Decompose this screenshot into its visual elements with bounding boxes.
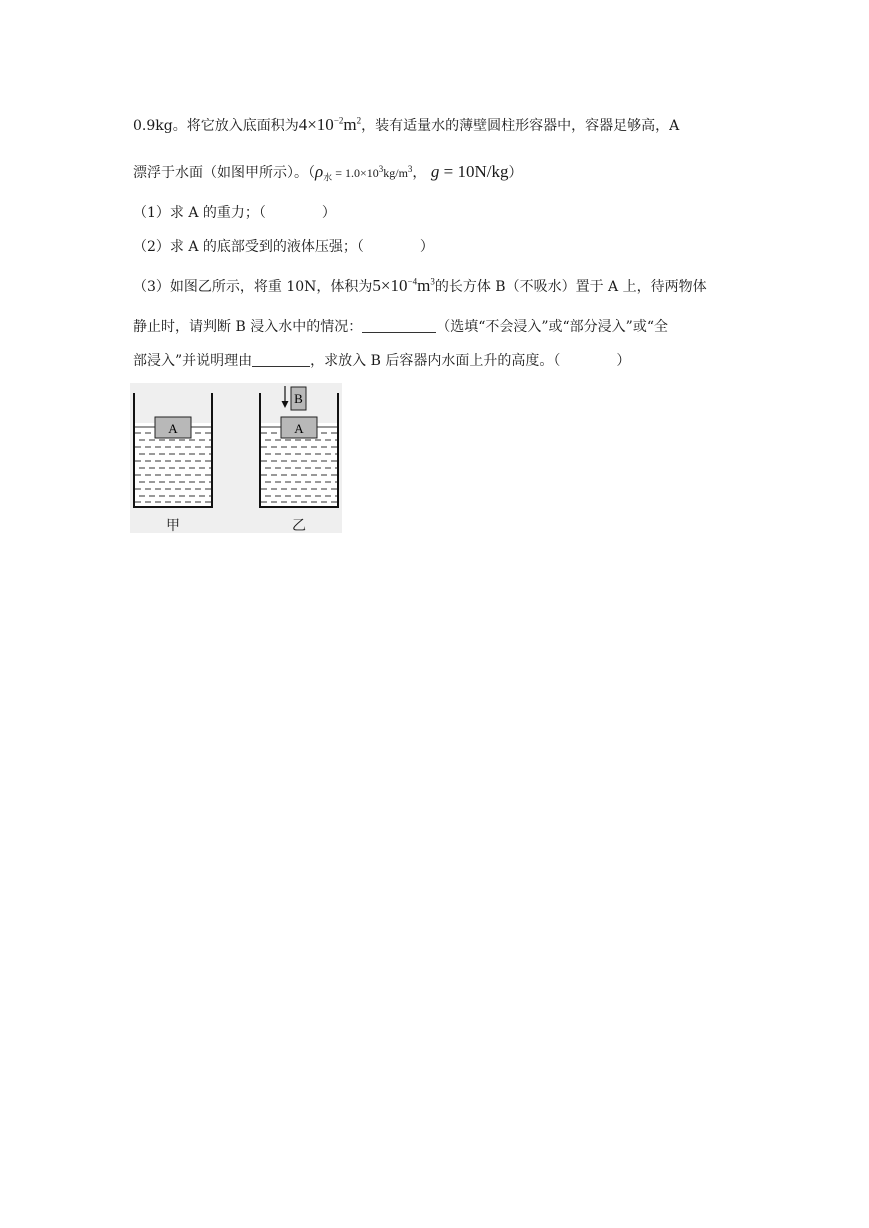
- g-eq: = 10N/kg: [439, 162, 509, 181]
- q1-close: ）: [321, 205, 336, 221]
- block-b-label: B: [294, 391, 303, 406]
- arrowhead-icon: [282, 401, 289, 408]
- text-segment: 漂浮于水面（如图甲所示）。（: [133, 165, 315, 181]
- volume-unit: m: [417, 276, 431, 295]
- answer-blank-1[interactable]: [362, 318, 436, 333]
- rho-symbol: ρ: [315, 162, 324, 181]
- text-segment: 的长方体 B（不吸水）置于 A 上，待两物体: [434, 279, 707, 295]
- volume-coef: 5×10: [372, 276, 408, 295]
- g-symbol: g: [430, 162, 440, 181]
- block-a-left-label: A: [168, 421, 178, 436]
- text-segment: 静止时，请判断 B 浸入水中的情况：: [133, 319, 363, 335]
- container-left: [133, 393, 213, 507]
- rho-unit: kg/m: [383, 166, 408, 180]
- question-2: [133, 237, 434, 257]
- question-3-line-2: [133, 317, 668, 337]
- answer-blank-2[interactable]: [252, 352, 310, 367]
- q1-text: （1）求 A 的重力；（: [133, 205, 266, 221]
- text-segment: （选填“不会浸入”或“部分浸入”或“全: [436, 319, 668, 335]
- question-3-line-1: [133, 276, 707, 297]
- q2-text: （2）求 A 的底部受到的液体压强；（: [133, 239, 364, 255]
- area-formula: [299, 115, 361, 134]
- caption-right: 乙: [292, 518, 306, 534]
- area-unit-exp: 2: [356, 115, 362, 126]
- caption-left: 甲: [166, 518, 180, 534]
- figure-diagram: [130, 383, 342, 533]
- text-segment: ）: [508, 165, 523, 181]
- rho-exp: 3: [378, 164, 384, 174]
- question-1: [133, 203, 336, 223]
- volume-formula: [372, 276, 434, 295]
- text-segment: ，求放入 B 后容器内水面上升的高度。（: [310, 353, 561, 369]
- text-segment: ，: [412, 165, 427, 181]
- container-right: [259, 386, 339, 507]
- rho-unit-exp: 3: [407, 164, 413, 174]
- g-formula: [431, 162, 509, 181]
- figure-container: [130, 383, 342, 533]
- question-3-line-3: [133, 351, 630, 371]
- text-segment: 部浸入”并说明理由: [133, 353, 253, 369]
- question-line-2: [133, 162, 522, 183]
- text-segment: 0.9kg。将它放入底面积为: [133, 118, 299, 134]
- rho-sub: 水: [323, 172, 333, 183]
- area-exp: −2: [333, 115, 344, 126]
- text-segment: （3）如图乙所示，将重 10N，体积为: [133, 279, 373, 295]
- area-unit: m: [343, 115, 357, 134]
- text-segment: ）: [616, 353, 631, 369]
- volume-unit-exp: 3: [430, 276, 435, 287]
- q2-close: ）: [419, 239, 434, 255]
- rho-eq: = 1.0×10: [332, 166, 379, 180]
- area-coef: 4×10: [298, 115, 334, 134]
- volume-exp: −4: [407, 276, 418, 287]
- text-segment: ，装有适量水的薄壁圆柱形容器中，容器足够高，A: [361, 118, 680, 134]
- rho-formula: [315, 162, 413, 183]
- question-line-1: [133, 115, 679, 136]
- block-a-right-label: A: [294, 421, 304, 436]
